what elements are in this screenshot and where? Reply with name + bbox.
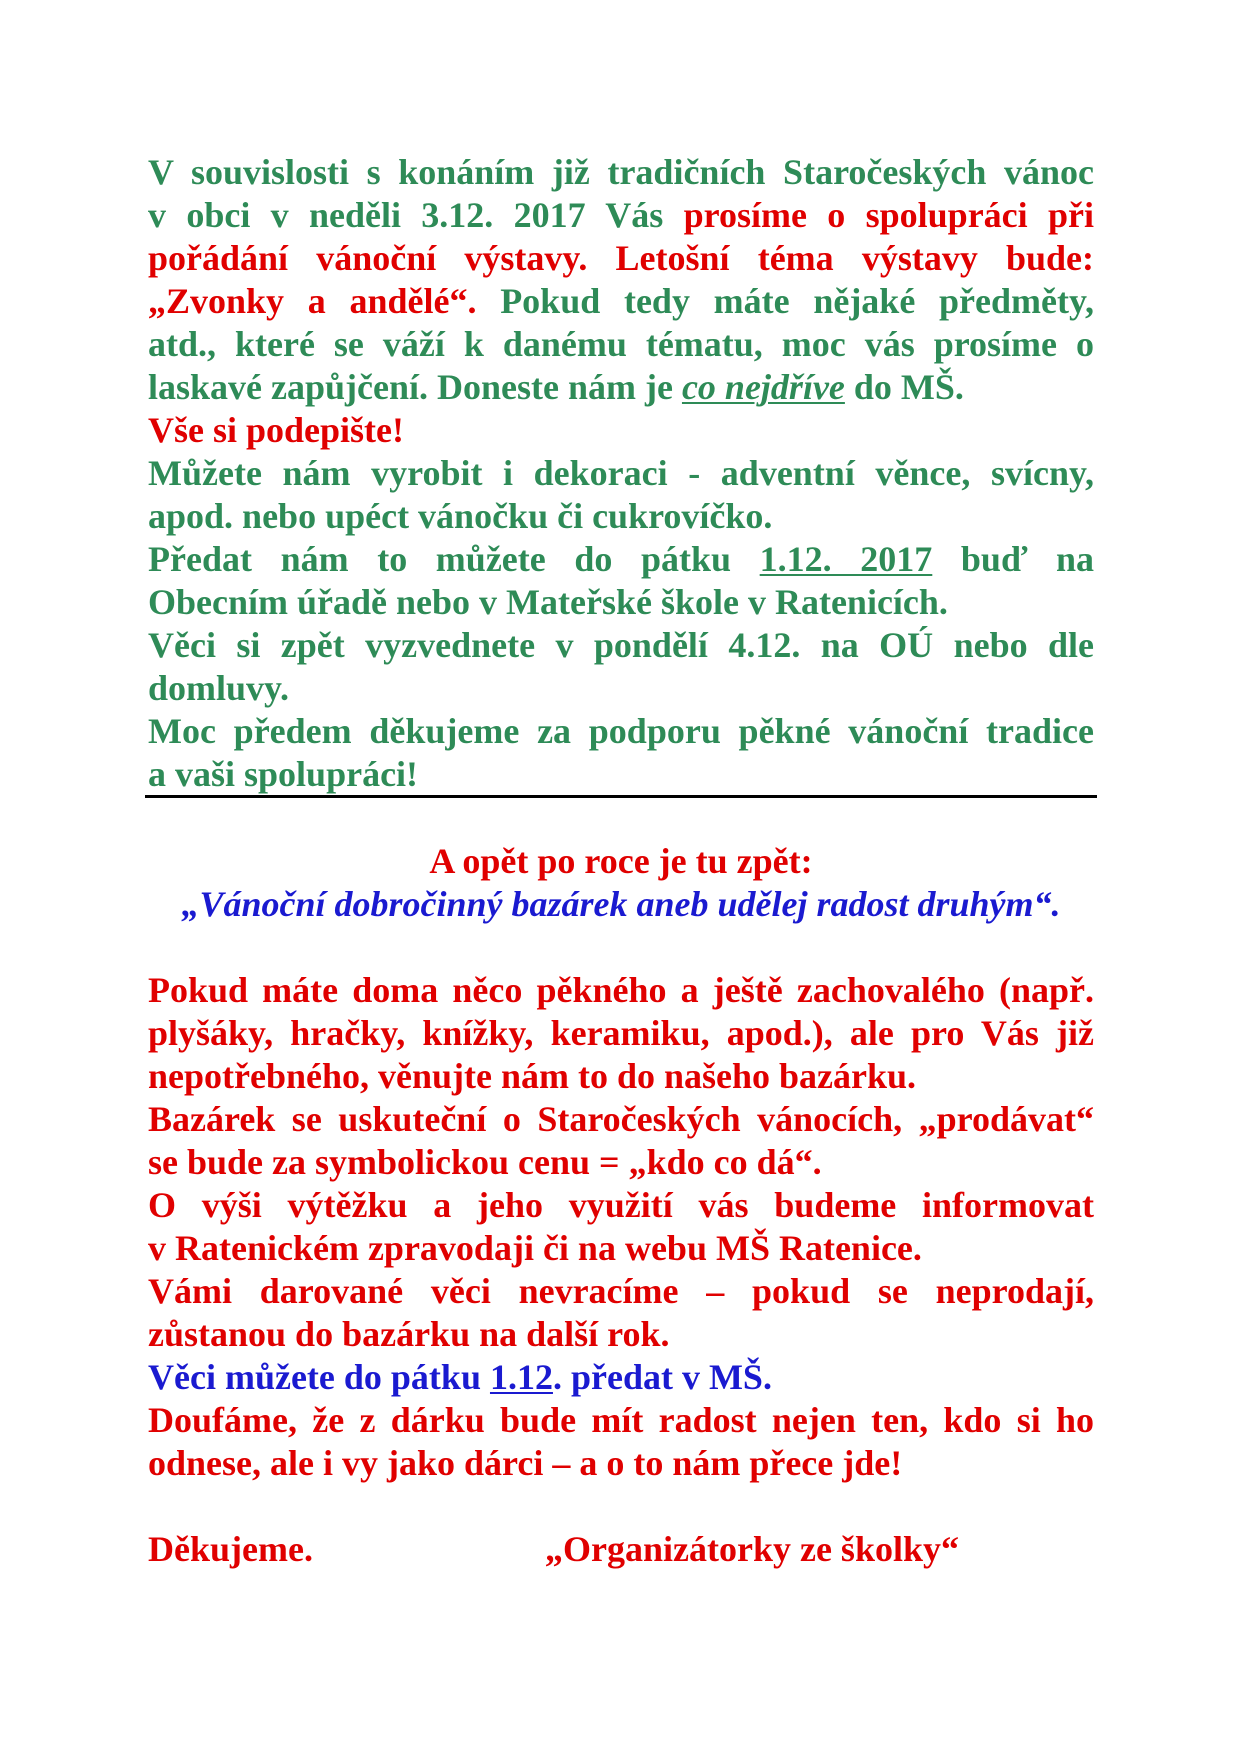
section-bazaar: [148, 969, 1094, 1485]
text-span: do MŠ.: [844, 367, 964, 407]
text-line: plyšáky, hračky, knížky, keramiku, apod.), ale pro Vás již: [148, 1013, 1094, 1053]
text-line: [148, 366, 1094, 409]
text-line: Můžete nám vyrobit i dekoraci - adventní věnce, svícny,: [148, 453, 1094, 493]
text-span: Předat nám to můžete do pátku: [148, 539, 760, 579]
text-line: V souvislosti s konáním již tradičních Staročeských vánoc: [148, 152, 1094, 192]
text-span: v obci v neděli 3.12. 2017 Vás: [148, 195, 684, 235]
theme-name: „Zvonky a andělé“.: [148, 281, 477, 321]
text-line: Obecním úřadě nebo v Mateřské škole v Ratenicích.: [148, 582, 948, 622]
bazaar-title: „Vánoční dobročinný bazárek aneb udělej radost druhým“.: [181, 884, 1061, 924]
text-line: [148, 280, 1094, 323]
section-exhibition: [148, 151, 1094, 796]
thanks: Děkujeme.: [148, 1529, 313, 1569]
text-line: Doufáme, že z dárku bude mít radost nejen ten, kdo si ho: [148, 1400, 1094, 1440]
signature: „Organizátorky ze školky“: [545, 1529, 959, 1569]
text-line: apod. nebo upéct vánočku či cukrovíčko.: [148, 496, 773, 536]
text-line: nepotřebného, věnujte nám to do našeho bazárku.: [148, 1056, 917, 1096]
text-span: . předat v MŠ.: [552, 1357, 772, 1397]
text-span: Pokud tedy máte nějaké předměty,: [476, 281, 1094, 321]
sign-note: Vše si podepište!: [148, 410, 405, 450]
text-line: se bude za symbolickou cenu = „kdo co dá“.: [148, 1142, 822, 1182]
text-line: v Ratenickém zpravodaji či na webu MŠ Ratenice.: [148, 1228, 922, 1268]
text-line: Pokud máte doma něco pěkného a ještě zachovalého (např.: [148, 970, 1094, 1010]
divider: [145, 795, 1097, 798]
text-line: Moc předem děkujeme za podporu pěkné vánoční tradice: [148, 711, 1094, 751]
text-span: Věci můžete do pátku: [148, 1357, 490, 1397]
text-line: Věci si zpět vyzvednete v pondělí 4.12. na OÚ nebo dle: [148, 625, 1094, 665]
text-span: prosíme o spolupráci při: [683, 195, 1094, 235]
text-line: pořádání vánoční výstavy. Letošní téma výstavy bude:: [148, 238, 1094, 278]
text-line: Bazárek se uskuteční o Staročeských vánocích, „prodávat“: [148, 1099, 1094, 1139]
text-span: buď na: [932, 539, 1094, 579]
bazaar-heading: A opět po roce je tu zpět:: [429, 841, 813, 881]
text-line: [148, 538, 1094, 581]
text-line: [148, 1356, 1094, 1399]
deadline-date: 1.12: [489, 1357, 553, 1397]
text-line: odnese, ale i vy jako dárci – a o to nám přece jde!: [148, 1443, 903, 1483]
deadline-date: 1.12. 2017: [759, 539, 933, 579]
text-line: atd., které se váží k danému tématu, moc vás prosíme o: [148, 324, 1094, 364]
text-line: [148, 194, 1094, 237]
emphasis-asap: co nejdříve: [681, 367, 845, 407]
text-line: Vámi darované věci nevracíme – pokud se neprodají,: [148, 1271, 1094, 1311]
text-line: domluvy.: [148, 668, 290, 708]
text-line: O výši výtěžku a jeho využití vás budeme informovat: [148, 1185, 1094, 1225]
text-span: laskavé zapůjčení. Doneste nám je: [148, 367, 682, 407]
text-line: zůstanou do bazárku na další rok.: [148, 1314, 670, 1354]
text-line: a vaši spolupráci!: [148, 754, 419, 794]
